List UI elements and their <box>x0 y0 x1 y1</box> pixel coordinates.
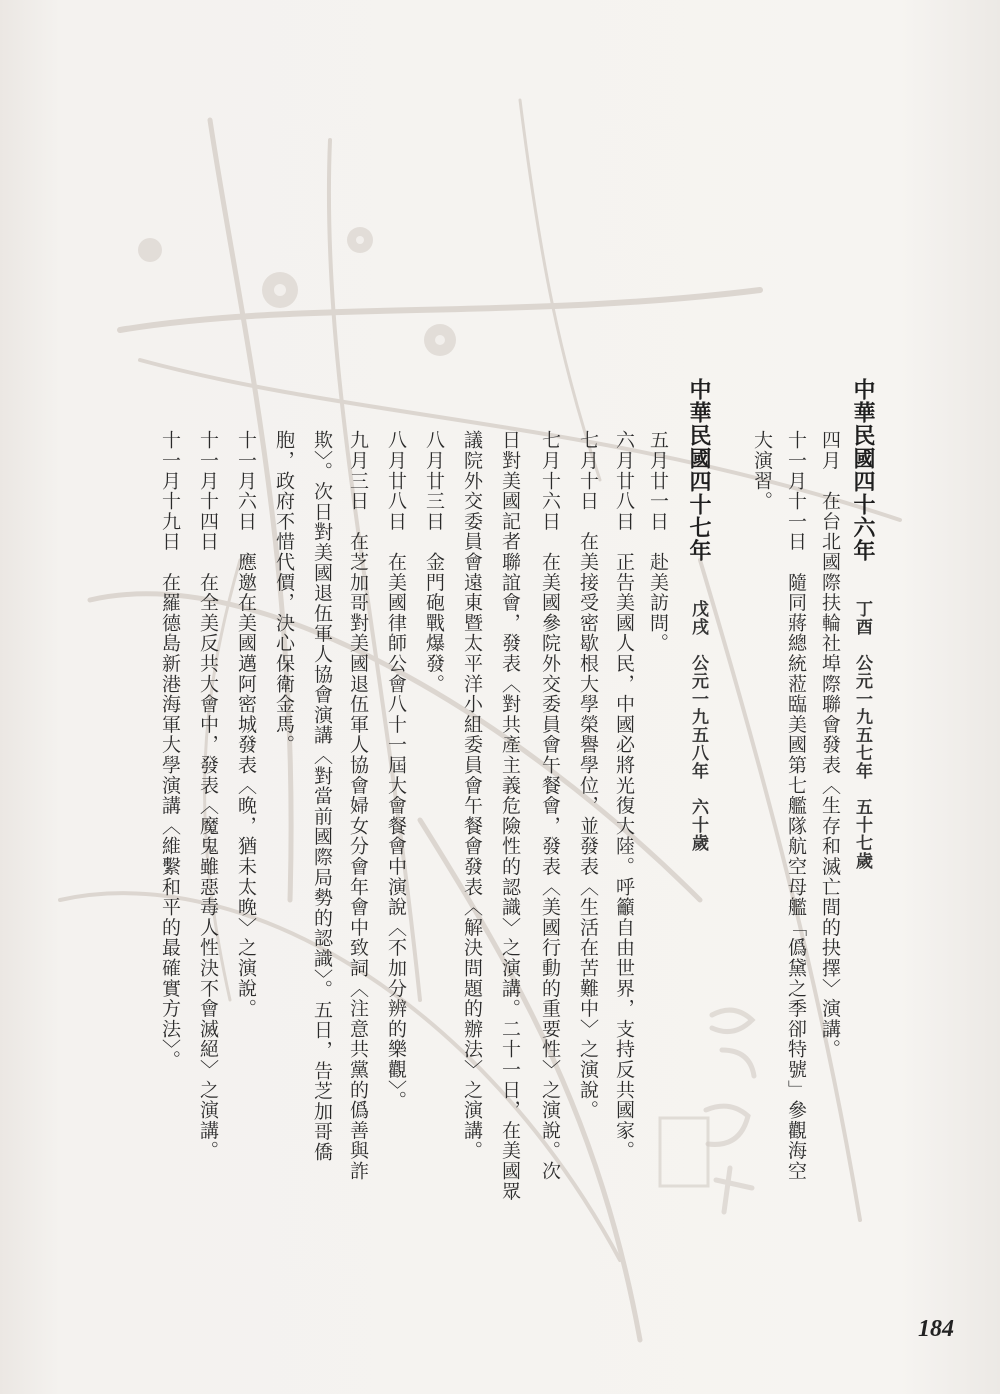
year-ganzhi: 戊戌 公元一九五八年 六十歲 <box>688 600 708 852</box>
entry-line: 胞，政府不惜代價，決心保衛金馬。 <box>273 430 295 755</box>
entry-line: 十一月十九日 在羅德島新港海軍大學演講〈維繫和平的最確實方法〉。 <box>159 430 181 1071</box>
year-ganzhi: 丁酉 公元一九五七年 五十七歲 <box>852 600 872 870</box>
entry-line: 九月三日 在芝加哥對美國退伍軍人協會婦女分會年會中致詞〈注意共黨的僞善與詐 <box>347 430 369 1182</box>
entry-line: 日對美國記者聯誼會，發表〈對共產主義危險性的認識〉之演講。二十一日，在美國眾 <box>499 430 521 1202</box>
entry-line: 八月廿三日 金門砲戰爆發。 <box>423 430 445 694</box>
entry-line: 七月十日 在美接受密歇根大學榮譽學位，並發表〈生活在苦難中〉之演說。 <box>577 430 599 1121</box>
year-heading-1958 <box>682 378 714 852</box>
year-heading-1957 <box>846 378 878 870</box>
entry-line: 欺〉。次日對美國退伍軍人協會演講〈對當前國際局勢的認識〉。五日，告芝加哥僑 <box>311 430 333 1163</box>
year-title: 中華民國四十七年 <box>686 378 711 562</box>
year-title: 中華民國四十六年 <box>850 378 875 562</box>
page-number: 184 <box>918 1316 954 1342</box>
entry-line: 六月廿八日 正告美國人民，中國必將光復大陸。呼籲自由世界，支持反共國家。 <box>613 430 635 1161</box>
entry-line: 五月廿一日 赴美訪問。 <box>647 430 669 654</box>
entry-line: 十一月十四日 在全美反共大會中，發表〈魔鬼雖惡毒人性決不會滅絕〉之演講。 <box>197 430 219 1161</box>
entry-line: 七月十六日 在美國參院外交委員會午餐會，發表〈美國行動的重要性〉之演說。次 <box>539 430 561 1182</box>
entry-line: 四月 在台北國際扶輪社埠際聯會發表〈生存和滅亡間的抉擇〉演講。 <box>819 430 841 1060</box>
entry-line: 八月廿八日 在美國律師公會八十一屆大會餐會中演說〈不加分辨的樂觀〉。 <box>385 430 407 1111</box>
entry-line: 大演習。 <box>751 430 773 512</box>
entry-line: 十一月六日 應邀在美國邁阿密城發表〈晚，猶未太晚〉之演說。 <box>235 430 257 1019</box>
entry-line: 十一月十一日 隨同蔣總統蒞臨美國第七艦隊航空母艦「僞黛之季卻特號」參觀海空 <box>785 430 807 1182</box>
entry-line: 議院外交委員會遠東暨太平洋小組委員會午餐會發表〈解決問題的辦法〉之演講。 <box>461 430 483 1161</box>
